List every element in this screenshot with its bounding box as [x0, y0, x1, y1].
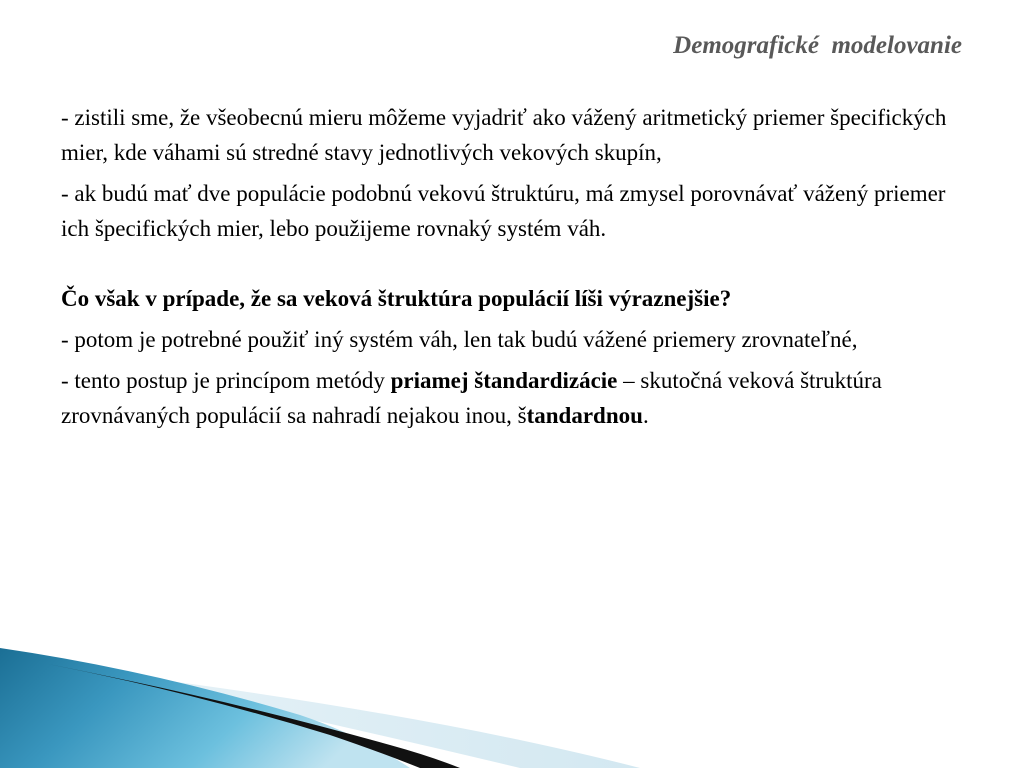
slide-body [61, 100, 971, 439]
slide-title: Demografické modelovanie [673, 32, 962, 59]
p4-text-1: - tento postup je princípom metódy [61, 368, 391, 393]
paragraph-question: Čo však v prípade, že sa veková štruktúra populácií líši výraznejšie? [61, 286, 732, 311]
spacer [61, 252, 971, 281]
p4-bold-method: priamej štandardizácie [390, 368, 618, 393]
paragraph-similar-structure: - ak budú mať dve populácie podobnú vekovú štruktúru, má zmysel porovnávať vážený priemer ich špecifických mier, lebo použijeme rovnaký systém váh. [61, 181, 946, 241]
p4-text-2: – skutočná veková štruktúra zrovnávaných populácií sa nahradí nejakou inou, š [61, 368, 882, 428]
paragraph-weighted-mean: - zistili sme, že všeobecnú mieru môžeme vyjadriť ako vážený aritmetický priemer špecifických mier, kde váhami sú stredné stavy jednotlivých vekových skupín, [61, 105, 947, 165]
p4-bold-standard: tandardnou [526, 403, 643, 428]
paragraph-other-weights: - potom je potrebné použiť iný systém váh, len tak budú vážené priemery zrovnateľné, [61, 327, 858, 352]
paragraph-direct-standardization [61, 363, 971, 433]
p4-text-3: . [642, 403, 649, 428]
